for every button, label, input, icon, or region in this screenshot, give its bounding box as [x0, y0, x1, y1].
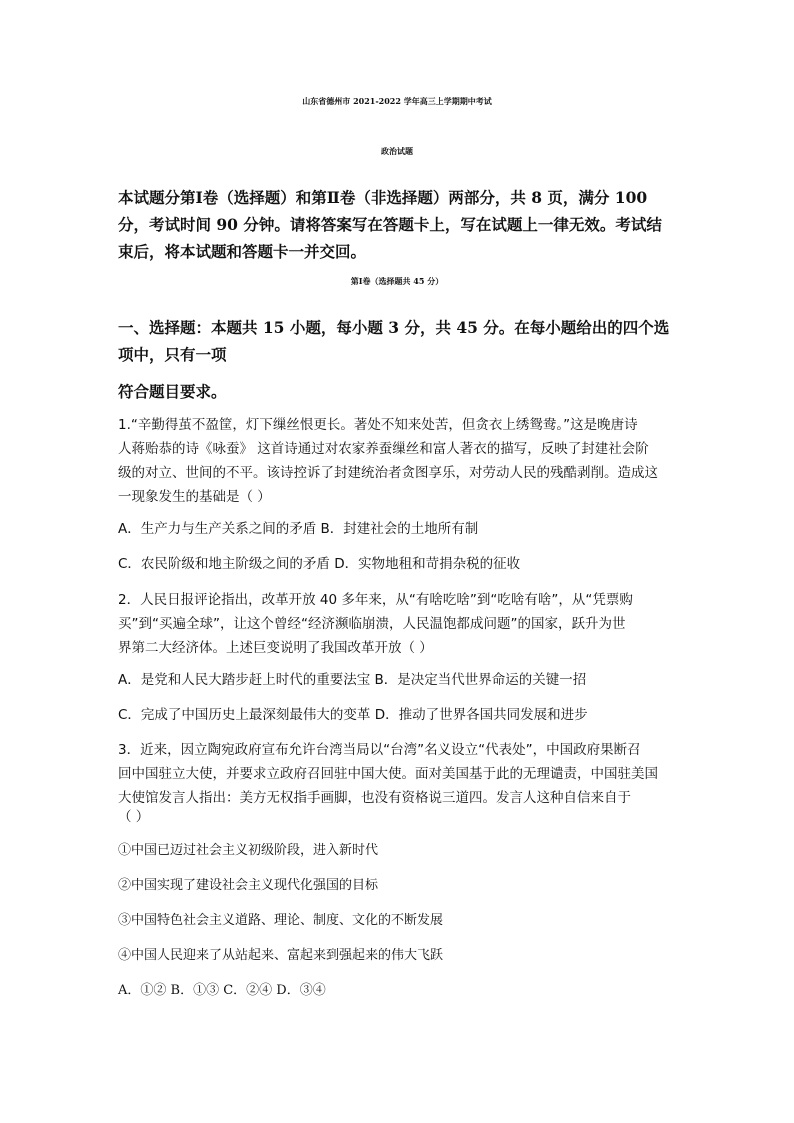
q3-statement-2: ②中国实现了建设社会主义现代化强国的目标 [118, 878, 379, 893]
q2-options-cd: C．完成了中国历史上最深刻最伟大的变革 D．推动了世界各国共同发展和进步 [118, 707, 588, 723]
intro-line-2: 分，考试时间 90 分钟。请将答案写在答题卡上，写在试题上一律无效。考试结 [118, 215, 662, 234]
q3-statement-4: ④中国人民迎来了从站起来、富起来到强起来的伟大飞跃 [118, 948, 444, 963]
q3-statement-1: ①中国已迈过社会主义初级阶段，进入新时代 [118, 843, 379, 858]
q3-line-4: （ ） [118, 809, 150, 825]
q2-line-2: 买”到“买遍全球”，让这个曾经“经济濒临崩溃，人民温饱都成问题”的国家，跃升为世 [118, 616, 626, 632]
section-heading-line-1: 一、选择题：本题共 15 小题，每小题 3 分，共 45 分。在每小题给出的四个选 [118, 318, 670, 337]
q3-line-3: 大使馆发言人指出：美方无权指手画脚，也没有资格说三道四。发言人这种自信来自于 [118, 790, 631, 806]
intro-line-3: 束后，将本试题和答题卡一并交回。 [118, 242, 367, 261]
q1-options-ab: A．生产力与生产关系之间的矛盾 B．封建社会的土地所有制 [118, 521, 479, 537]
q3-statement-3: ③中国特色社会主义道路、理论、制度、文化的不断发展 [118, 913, 444, 928]
q1-line-3: 级的对立、世间的不平。该诗控诉了封建统治者贪图享乐，对劳动人民的残酷剥削。造成这 [118, 465, 658, 481]
q3-line-2: 回中国驻立大使，并要求立政府召回驻中国大使。面对美国基于此的无理谴责，中国驻美国 [118, 766, 658, 782]
q2-line-3: 界第二大经济体。上述巨变说明了我国改革开放（ ） [118, 640, 433, 656]
q2-line-1: 2．人民日报评论指出，改革开放 40 多年来，从“有啥吃啥”到“吃啥有啥”，从“凭票购 [118, 592, 633, 608]
section-heading-line-3: 符合题目要求。 [118, 382, 227, 401]
intro-line-1: 本试题分第Ⅰ卷（选择题）和第Ⅱ卷（非选择题）两部分，共 8 页，满分 100 [118, 188, 648, 207]
q1-options-cd: C．农民阶级和地主阶级之间的矛盾 D．实物地租和苛捐杂税的征收 [118, 556, 521, 572]
q3-line-1: 3．近来，因立陶宛政府宣布允许台湾当局以“台湾”名义设立“代表处”，中国政府果断召 [118, 742, 641, 758]
q1-line-4: 一现象发生的基础是（ ） [118, 489, 271, 505]
page-title: 山东省德州市 2021-2022 学年高三上学期期中考试 [302, 96, 492, 106]
q3-answer-options: A．①② B．①③ C．②④ D．③④ [118, 983, 326, 998]
page-subtitle: 政治试题 [381, 146, 413, 156]
q2-options-ab: A．是党和人民大踏步赶上时代的重要法宝 B．是决定当代世界命运的关键一招 [118, 672, 587, 688]
part-title: 第Ⅰ卷（选择题共 45 分） [350, 276, 444, 286]
section-heading-line-2: 项中，只有一项 [118, 345, 227, 364]
q1-line-1: 1.“辛勤得茧不盈筐，灯下缫丝恨更长。著处不知来处苦，但贪衣上绣鸳鸯。”这是晚唐诗 [118, 417, 638, 433]
q1-line-2: 人蒋贻恭的诗《咏蚕》 这首诗通过对农家养蚕缫丝和富人著衣的描写，反映了封建社会阶 [118, 441, 649, 457]
